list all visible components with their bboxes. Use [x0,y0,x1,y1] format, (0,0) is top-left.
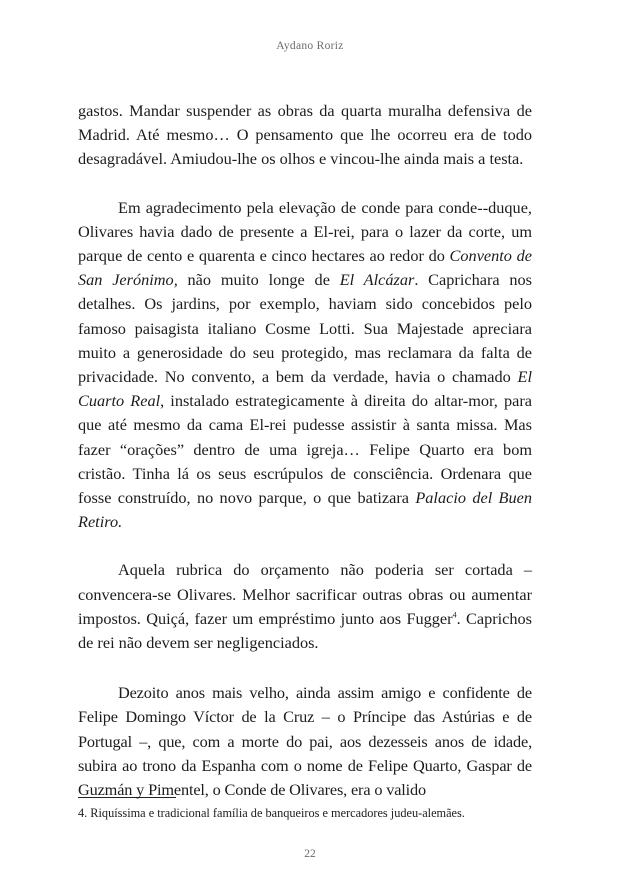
page-number: 22 [304,848,316,860]
paragraph-2 [78,196,532,535]
paragraph-2-text-c: . Caprichara nos detalhes. Os jardins, por exemplo, haviam sido concebidos pelo famoso paisagista italiano Cosme Lotti. Sua Majestade apreciara muito a generosidade do seu protegido, mas reclamara da falta de privacidade. No convento, a bem da verdade, havia o chamado [78,270,532,387]
body-text [78,99,532,802]
alcazar-name: El Alcázar [339,270,415,290]
paragraph-3 [78,558,532,655]
paragraph-1: gastos. Mandar suspender as obras da quarta muralha defensiva de Madrid. Até mesmo… O pensamento que lhe ocorreu era de todo desagradável. Amiudou-lhe os olhos e vincou-lhe ainda mais a testa. [78,101,532,169]
footnote: 4. Riquíssima e tradicional família de banqueiros e mercadores judeu-alemães. [78,806,465,820]
paragraph-2-text-a: Em agradecimento pela elevação de conde para conde--duque, Olivares havia dado de presente a El-rei, para o lazer da corte, um parque de cento e quarenta e cinco hectares ao redor do [78,197,532,266]
cuarto-real-name: El Cuarto Real [78,367,532,411]
footnote-marker: 4 [452,610,457,620]
footnote-divider [78,797,176,798]
convent-name: Convento de San Jerónimo, [78,246,532,290]
palace-name: Palacio del Buen Retiro. [78,488,533,532]
paragraph-3-text-a: Aquela rubrica do orçamento não poderia ser cortada – convencera-se Olivares. Melhor sacrificar outras obras ou aumentar impostos. Quiçá, fazer um empréstimo junto aos Fugger [78,560,532,628]
paragraph-4: Dezoito anos mais velho, ainda assim amigo e confidente de Felipe Domingo Víctor de la Cruz – o Príncipe das Astúrias e de Portugal –, que, com a morte do pai, aos dezesseis anos de idade, subira ao trono da Espanha com o nome de Felipe Quarto, Gaspar de Guzmán y Pimentel, o Conde de Olivares, era o valido [78,683,532,800]
paragraph-2-text-b: não muito longe de [177,270,340,290]
paragraph-3-text-b: . Caprichos de rei não devem ser negligenciados. [78,608,533,653]
running-head: Aydano Roriz [276,40,344,52]
paragraph-2-text-d: , instalado estrategicamente à direita do altar-mor, para que até mesmo da cama El-rei pudesse assistir à santa missa. Mas fazer “orações” dentro de uma igreja… Felipe Quarto era bom cristão. Tinha lá os seus escrúpulos de consciência. Ordenara que fosse construído, no novo parque, o que batizara [78,391,533,508]
